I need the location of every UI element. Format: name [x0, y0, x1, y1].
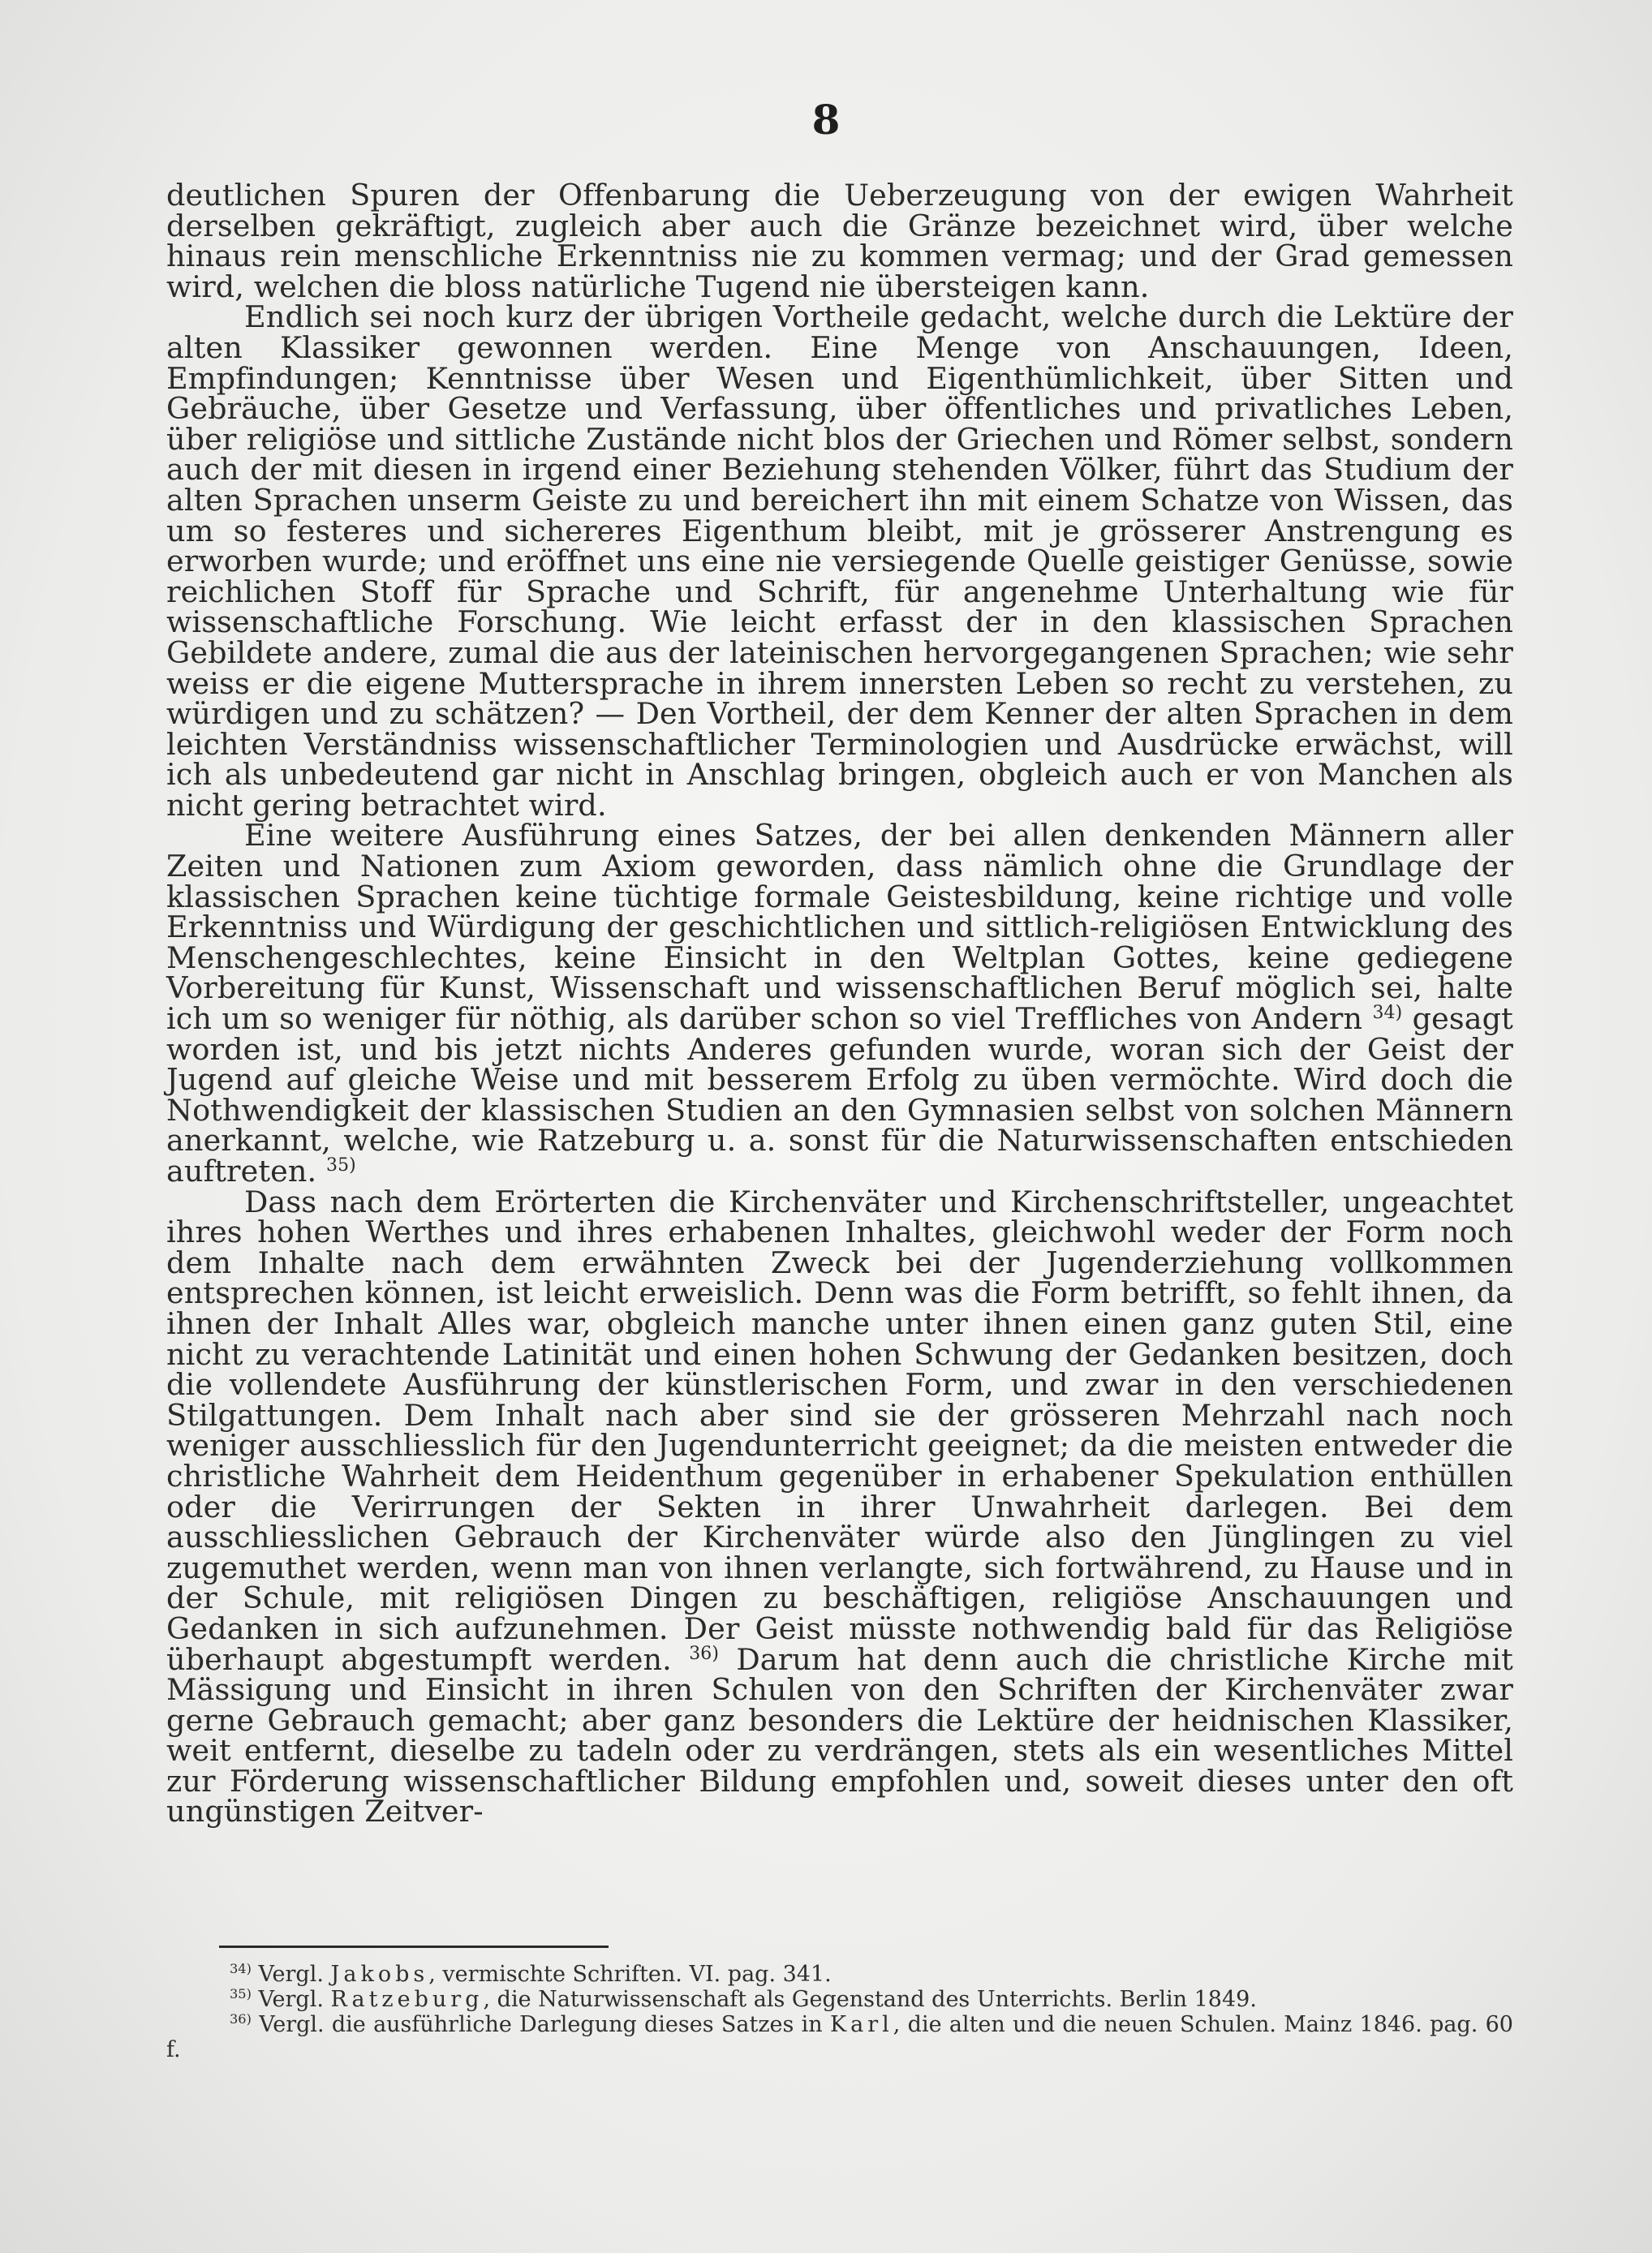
paragraph-3 [166, 818, 1513, 1189]
footnote-ref-35: 35) [326, 1154, 356, 1176]
footnote-prefix: Vergl. [258, 1962, 324, 1987]
footnote-author: Ratzeburg [330, 1987, 484, 2012]
paragraph-3-text-a: Eine weitere Ausführung eines Satzes, der bei allen denkenden Männern aller Zeiten und Nationen zum Axiom geworden, dass nämlich ohne die Grundlage der klassischen Sprachen keine tüchtige formale Geistesbildung, keine richtige und volle Erkenntniss und Würdigung der geschichtlichen und sittlich-religiösen Entwicklung des Menschengeschlechtes, keine Einsicht in den Weltplan Gottes, keine gediegene Vorbereitung für Kunst, Wissenschaft und wissenschaftlichen Beruf möglich sei, halte ich um so weniger für nöthig, als darüber schon so viel Treffliches von Andern [166, 818, 1513, 1037]
footnotes [166, 1962, 1513, 2062]
footnote-34 [166, 1962, 1513, 1987]
footnote-ref-36: 36) [689, 1643, 720, 1664]
paragraph-4 [166, 1184, 1513, 1829]
main-text [166, 180, 1513, 1827]
paragraph-4-text-b: Darum hat denn auch die christliche Kirche mit Mässigung und Einsicht in ihren Schulen von den Schriften der Kirchenväter zwar gerne Gebrauch gemacht; aber ganz besonders die Lektüre der heidnischen Klassiker, weit entfernt, dieselbe zu tadeln oder zu verdrängen, stets als ein wesentliches Mittel zur Förderung wissenschaftlicher Bildung empfohlen und, soweit dieses unter den oft ungünstigen Zeitver- [166, 1641, 1513, 1829]
footnote-mark: 35) [230, 1986, 252, 2001]
paragraph-3-text-b: gesagt worden ist, und bis jetzt nichts Anderes gefunden wurde, woran sich der Geist der Jugend auf gleiche Weise und mit besserem Erfolg zu üben vermöchte. Wird doch die Nothwendigkeit der klassischen Studien an den Gymnasien selbst von solchen Männern anerkannt, welche, wie Ratzeburg u. a. sonst für die Naturwissenschaften entschieden auftreten. [166, 1001, 1513, 1189]
footnote-mark: 36) [230, 2011, 252, 2027]
footnote-rest: , die Naturwissenschaft als Gegenstand des Unterrichts. Berlin 1849. [483, 1987, 1257, 2012]
footnote-author: Karl [829, 2012, 893, 2037]
footnote-rest: , vermischte Schriften. VI. pag. 341. [428, 1962, 832, 1987]
page-number: 8 [811, 96, 841, 144]
footnote-36 [166, 2012, 1513, 2062]
footnote-author: Jakobs [330, 1962, 429, 1987]
footnote-ref-34: 34) [1372, 1002, 1403, 1023]
footnote-divider [219, 1946, 609, 1948]
paragraph-4-text-a: Dass nach dem Erörterten die Kirchenväter und Kirchenschriftsteller, ungeachtet ihres hohen Werthes und ihres erhabenen Inhaltes, gleichwohl weder der Form noch dem Inhalte nach dem erwähnten Zweck bei der Jugenderziehung vollkommen entsprechen können, ist leicht erweislich. Denn was die Form betrifft, so fehlt ihnen, da ihnen der Inhalt Alles war, obgleich manche unter ihnen einen ganz guten Stil, eine nicht zu verachtende Latinität und einen hohen Schwung der Gedanken besitzen, doch die vollendete Ausführung der künstlerischen Form, und zwar in den verschiedenen Stilgattungen. Dem Inhalt nach aber sind sie der grösseren Mehrzahl nach noch weniger ausschliesslich für den Jugendunterricht geeignet; da die meisten entweder die christliche Wahrheit dem Heidenthum gegenüber in erhabener Spekulation enthüllen oder die Verirrungen der Sekten in ihrer Unwahrheit darlegen. Bei dem ausschliesslichen Gebrauch der Kirchenväter würde also den Jünglingen zu viel zugemuthet werden, wenn man von ihnen verlangte, sich fortwährend, zu Hause und in der Schule, mit religiösen Dingen zu beschäftigen, religiöse Anschauungen und Gedanken in sich aufzunehmen. Der Geist müsste nothwendig bald für das Religiöse überhaupt abgestumpft werden. [166, 1184, 1513, 1677]
paragraph-2: Endlich sei noch kurz der übrigen Vortheile gedacht, welche durch die Lektüre der alten Klassiker gewonnen werden. Eine Menge von Anschauungen, Ideen, Empfindungen; Kenntnisse über Wesen und Eigenthümlichkeit, über Sitten und Gebräuche, über Gesetze und Verfassung, über öffentliches und privatliches Leben, über religiöse und sittliche Zustände nicht blos der Griechen und Römer selbst, sondern auch der mit diesen in irgend einer Beziehung stehenden Völker, führt das Studium der alten Sprachen unserm Geiste zu und bereichert ihn mit einem Schatze von Wissen, das um so festeres und sichereres Eigenthum bleibt, mit je grösserer Anstrengung es erworben wurde; und eröffnet uns eine nie versiegende Quelle geistiger Genüsse, sowie reichlichen Stoff für Sprache und Schrift, für angenehme Unterhaltung wie für wissenschaftliche Forschung. Wie leicht erfasst der in den klassischen Sprachen Gebildete andere, zumal die aus der lateinischen hervorgegangenen Sprachen; wie sehr weiss er die eigene Muttersprache in ihrem innersten Leben so recht zu verstehen, zu würdigen und zu schätzen? — Den Vortheil, der dem Kenner der alten Sprachen in dem leichten Verständniss wissenschaftlicher Terminologien und Ausdrücke erwächst, will ich als unbedeutend gar nicht in Anschlag bringen, obgleich auch er von Manchen als nicht gering betrachtet wird. [166, 299, 1513, 823]
footnote-mark: 34) [230, 1961, 252, 1976]
paragraph-1: deutlichen Spuren der Offenbarung die Ueberzeugung von der ewigen Wahrheit derselben gekräftigt, zugleich aber auch die Gränze bezeichnet wird, über welche hinaus rein menschliche Erkenntniss nie zu kommen vermag; und der Grad gemessen wird, welchen die bloss natürliche Tugend nie übersteigen kann. [166, 178, 1513, 304]
footnote-35 [166, 1987, 1513, 2012]
footnote-prefix: Vergl. die ausführliche Darlegung dieses Satzes in [259, 2012, 823, 2037]
footnote-rest: , die alten und die neuen Schulen. Mainz 1846. pag. 60 f. [166, 2012, 1513, 2062]
footnote-prefix: Vergl. [258, 1987, 324, 2012]
